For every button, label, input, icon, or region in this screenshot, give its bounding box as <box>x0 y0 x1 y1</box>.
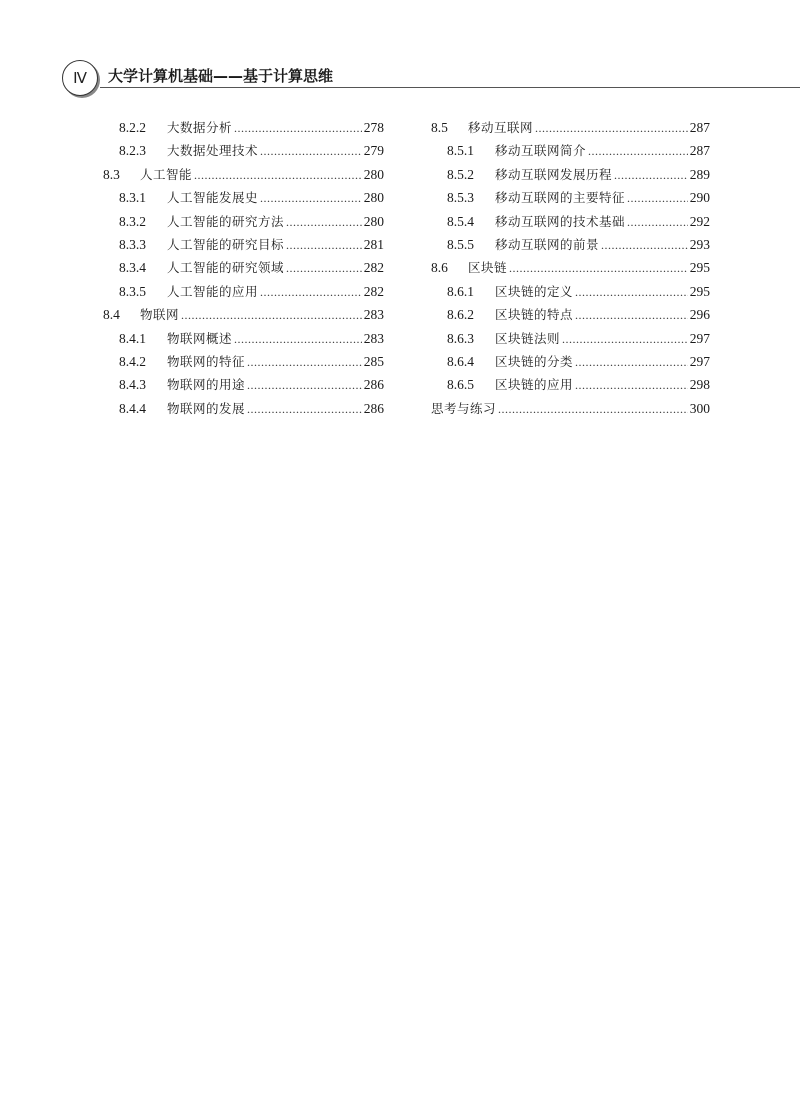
toc-entry-page: 280 <box>363 166 384 182</box>
book-title: 大学计算机基础——基于计算思维 <box>108 67 334 85</box>
toc-entry-page: 280 <box>363 190 384 206</box>
toc-entry-title: 区块链的应用 <box>495 377 574 393</box>
toc-entry-title: 思考与练习 <box>431 400 497 416</box>
toc-entry-title: 区块链的特点 <box>495 307 574 323</box>
toc-entry-title: 大数据处理技术 <box>167 143 259 159</box>
toc-entry[interactable] <box>103 399 384 422</box>
toc-entry-page: 295 <box>689 260 710 276</box>
toc-entry-page: 279 <box>363 143 384 159</box>
toc-leader-dots <box>575 285 688 300</box>
toc-entry-number: 8.3 <box>103 166 120 182</box>
toc-entry-number: 8.3.5 <box>119 283 146 299</box>
toc-leader-dots <box>286 261 362 276</box>
toc-entry-number: 8.5.1 <box>447 143 474 159</box>
toc-leader-dots <box>247 378 362 393</box>
toc-entry-title: 区块链的定义 <box>495 283 574 299</box>
toc-entry-page: 280 <box>363 213 384 229</box>
toc-entry-page: 285 <box>363 353 384 369</box>
toc-entry[interactable] <box>431 258 710 281</box>
toc-entry-title: 物联网的特征 <box>167 353 246 369</box>
toc-entry-page: 296 <box>689 307 710 323</box>
toc-column-right <box>431 118 710 422</box>
toc-entry-number: 8.2.3 <box>119 143 146 159</box>
toc-entry-number: 8.4.3 <box>119 377 146 393</box>
toc-entry-title: 移动互联网简介 <box>495 143 587 159</box>
toc-entry-page: 282 <box>363 283 384 299</box>
toc-entry-page: 281 <box>363 236 384 252</box>
toc-entry-title: 区块链 <box>468 260 508 276</box>
toc-entry-page: 283 <box>363 330 384 346</box>
toc-entry-page: 292 <box>689 213 710 229</box>
toc-entry-title: 人工智能的研究领域 <box>167 260 285 276</box>
toc-entry-number: 8.5.3 <box>447 190 474 206</box>
toc-entry-title: 物联网 <box>140 307 180 323</box>
toc-entry-title: 区块链的分类 <box>495 353 574 369</box>
toc-entry-number: 8.6.1 <box>447 283 474 299</box>
toc-entry-number: 8.4.1 <box>119 330 146 346</box>
toc-entry-number: 8.4.4 <box>119 400 146 416</box>
toc-entry-title: 移动互联网发展历程 <box>495 166 613 182</box>
toc-entry-title: 人工智能的研究方法 <box>167 213 285 229</box>
toc-entry[interactable] <box>431 305 710 328</box>
toc-entry-title: 人工智能 <box>140 166 193 182</box>
toc-entry-page: 300 <box>689 400 710 416</box>
toc-entry-title: 物联网的用途 <box>167 377 246 393</box>
toc-entry[interactable] <box>103 282 384 305</box>
header-rule <box>100 87 800 88</box>
toc-entry-title: 区块链法则 <box>495 330 561 346</box>
toc-entry[interactable] <box>103 329 384 352</box>
toc-entry[interactable] <box>103 141 384 164</box>
toc-leader-dots <box>286 238 362 253</box>
toc-entry-number: 8.6.3 <box>447 330 474 346</box>
toc-entry-number: 8.4 <box>103 307 120 323</box>
toc-entry-number: 8.2.2 <box>119 120 146 135</box>
toc-entry-number: 8.3.3 <box>119 236 146 252</box>
toc-entry-title: 物联网概述 <box>167 330 233 346</box>
toc-leader-dots <box>575 308 688 323</box>
toc-leader-dots <box>562 332 688 347</box>
toc-entry-title: 人工智能的应用 <box>167 283 259 299</box>
toc-entry-title: 移动互联网的主要特征 <box>495 190 626 206</box>
toc-entry-title: 人工智能发展史 <box>167 190 259 206</box>
toc-entry[interactable] <box>103 212 384 235</box>
toc-entry[interactable] <box>103 165 384 188</box>
toc-entry-title: 大数据分析 <box>167 120 233 135</box>
toc-entry-page: 287 <box>689 143 710 159</box>
toc-entry[interactable] <box>431 399 710 422</box>
toc-leader-dots <box>535 121 688 136</box>
toc-entry-number: 8.5 <box>431 120 448 135</box>
running-header <box>62 60 800 98</box>
toc-leader-dots <box>234 332 362 347</box>
toc-entry-title: 移动互联网的技术基础 <box>495 213 626 229</box>
toc-leader-dots <box>194 168 362 183</box>
toc-entry[interactable] <box>103 118 384 141</box>
toc-entry-number: 8.6.4 <box>447 353 474 369</box>
toc-entry[interactable] <box>103 188 384 211</box>
toc-leader-dots <box>498 402 688 417</box>
toc-entry[interactable] <box>103 305 384 328</box>
toc-entry-page: 295 <box>689 283 710 299</box>
toc-entry-title: 移动互联网的前景 <box>495 236 600 252</box>
toc-entry-title: 移动互联网 <box>468 120 534 135</box>
page-number-badge: Ⅳ <box>62 60 98 96</box>
toc-leader-dots <box>260 144 362 159</box>
toc-leader-dots <box>247 355 362 370</box>
toc-entry[interactable] <box>431 212 710 235</box>
toc-entry-number: 8.3.2 <box>119 213 146 229</box>
toc-leader-dots <box>588 144 688 159</box>
toc-entry-title: 物联网的发展 <box>167 400 246 416</box>
toc-entry[interactable] <box>431 188 710 211</box>
toc-entry-page: 289 <box>689 166 710 182</box>
toc-entry[interactable] <box>103 258 384 281</box>
toc-entry-page: 293 <box>689 236 710 252</box>
toc-entry[interactable] <box>103 375 384 398</box>
toc-leader-dots <box>627 191 688 206</box>
toc-entry-number: 8.5.2 <box>447 166 474 182</box>
toc-entry-page: 286 <box>363 377 384 393</box>
toc-leader-dots <box>260 285 362 300</box>
toc-entry-number: 8.6 <box>431 260 448 276</box>
toc-leader-dots <box>247 402 362 417</box>
toc-leader-dots <box>575 355 688 370</box>
toc-leader-dots <box>614 168 688 183</box>
toc-entry-page: 298 <box>689 377 710 393</box>
toc-leader-dots <box>601 238 688 253</box>
toc-leader-dots <box>181 308 362 323</box>
toc-entry[interactable] <box>431 329 710 352</box>
toc-entry[interactable] <box>103 235 384 258</box>
toc-entry[interactable] <box>431 165 710 188</box>
toc-entry[interactable] <box>431 282 710 305</box>
toc-leader-dots <box>234 121 362 136</box>
toc-entry[interactable] <box>431 375 710 398</box>
toc-entry-number: 8.5.4 <box>447 213 474 229</box>
toc-entry-title: 人工智能的研究目标 <box>167 236 285 252</box>
toc-entry-page: 286 <box>363 400 384 416</box>
toc-entry-page: 282 <box>363 260 384 276</box>
toc-entry-page: 290 <box>689 190 710 206</box>
toc-entry[interactable] <box>431 352 710 375</box>
toc-leader-dots <box>286 215 362 230</box>
toc-entry[interactable] <box>103 352 384 375</box>
toc-entry-number: 8.3.4 <box>119 260 146 276</box>
toc-entry-number: 8.6.2 <box>447 307 474 323</box>
toc-entry-number: 8.5.5 <box>447 236 474 252</box>
toc-entry[interactable] <box>431 118 710 141</box>
toc-entry-number: 8.6.5 <box>447 377 474 393</box>
toc-leader-dots <box>260 191 362 206</box>
toc-entry[interactable] <box>431 235 710 258</box>
toc-entry-page: 287 <box>689 120 710 135</box>
toc-leader-dots <box>575 378 688 393</box>
toc-column-left <box>103 118 384 422</box>
toc-entry-page: 283 <box>363 307 384 323</box>
toc-entry-page: 297 <box>689 353 710 369</box>
toc-entry[interactable] <box>431 141 710 164</box>
toc-entry-page: 278 <box>363 120 384 135</box>
toc-entry-page: 297 <box>689 330 710 346</box>
toc-leader-dots <box>627 215 688 230</box>
toc-entry-number: 8.3.1 <box>119 190 146 206</box>
toc-leader-dots <box>509 261 688 276</box>
toc-entry-number: 8.4.2 <box>119 353 146 369</box>
